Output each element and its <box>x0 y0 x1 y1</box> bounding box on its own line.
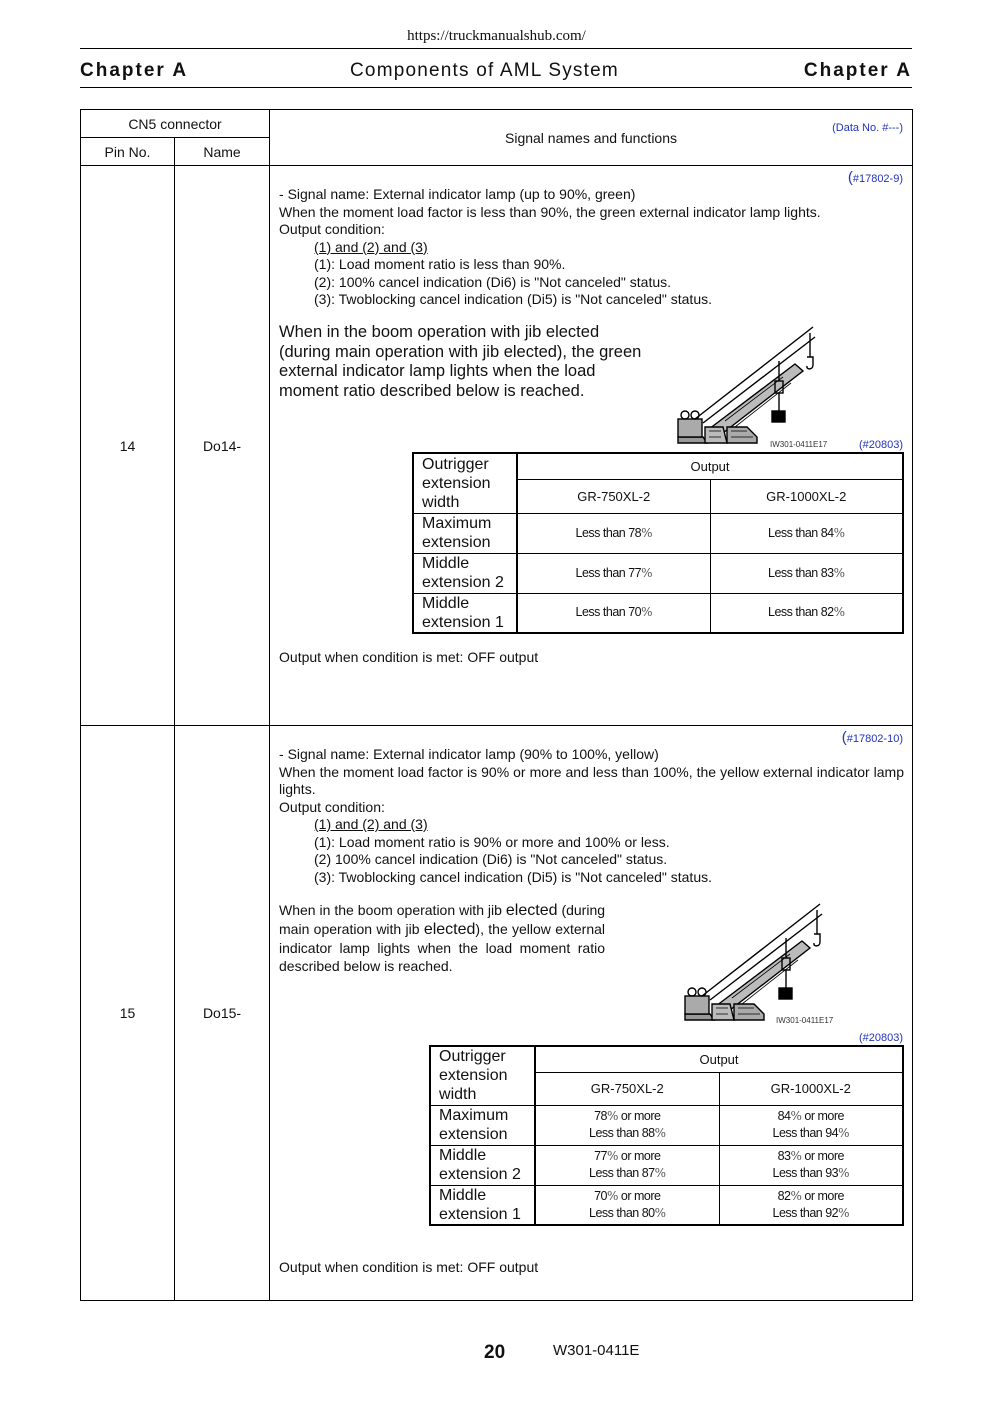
jib-note: When in the boom operation with jib elected (during main operation with jib elected), the yellow external indicator lamp lights when the load moment ratio described below is reached. <box>279 902 606 974</box>
extension-label: Middle extension 1 <box>413 593 517 633</box>
source-url[interactable]: https://truckmanualshub.com/ <box>407 28 586 44</box>
jib-note: When in the boom operation with jib elected (during main operation with jib elected), the green external indicator lamp lights when the load moment ratio described below is reached. <box>279 323 642 400</box>
extension-label: Maximum extension <box>430 1105 535 1145</box>
signal-description <box>270 726 913 1301</box>
table-row <box>430 1145 903 1185</box>
pin-number: 15 <box>81 726 175 1301</box>
signal-description <box>270 166 913 726</box>
signal-header-label: Signal names and functions <box>505 129 677 146</box>
model-gr750xl2: GR-750XL-2 <box>535 1072 719 1105</box>
table-row <box>81 726 913 1301</box>
output-value: 84% or more Less than 94% <box>719 1105 903 1145</box>
model-gr1000xl2: GR-1000XL-2 <box>719 1072 903 1105</box>
page-number: 20 <box>484 1342 506 1363</box>
signal-header <box>270 110 913 166</box>
output-condition-note: Output when condition is met: OFF output <box>279 649 539 665</box>
output-value: 77% or more Less than 87% <box>535 1145 719 1185</box>
pin-number: 14 <box>81 166 175 726</box>
header-rule-bottom <box>80 87 912 88</box>
extension-label: Middle extension 2 <box>430 1145 535 1185</box>
table-ref: (#20803) <box>858 439 903 451</box>
document-code: W301-0411E <box>553 1342 640 1359</box>
section-title: Components of AML System <box>350 60 619 81</box>
outrigger-width-label: Outrigger extension width <box>413 453 517 513</box>
output-value: Less than 77% <box>517 553 710 593</box>
name-header: Name <box>175 138 270 166</box>
output-value: Less than 82% <box>710 593 903 633</box>
figure-id: IW301-0411E17 <box>770 440 828 449</box>
chapter-label-right: Chapter A <box>803 60 912 81</box>
extension-label: Middle extension 2 <box>413 553 517 593</box>
signal-name: Do15- <box>175 726 270 1301</box>
model-gr1000xl2: GR-1000XL-2 <box>710 479 903 513</box>
outrigger-output-table <box>429 1045 904 1226</box>
output-value: Less than 84% <box>710 513 903 553</box>
output-value: 70% or more Less than 80% <box>535 1185 719 1225</box>
table-row <box>413 593 903 633</box>
table-row <box>413 513 903 553</box>
outrigger-output-table <box>412 452 904 634</box>
table-row <box>430 1105 903 1145</box>
pin-no-header: Pin No. <box>81 138 175 166</box>
extension-label: Maximum extension <box>413 513 517 553</box>
output-condition-note: Output when condition is met: OFF output <box>279 1259 539 1275</box>
crane-illustration <box>675 319 820 444</box>
header-rule-top <box>80 48 912 49</box>
output-value: 83% or more Less than 93% <box>719 1145 903 1185</box>
signal-name: Do14- <box>175 166 270 726</box>
output-value: 82% or more Less than 92% <box>719 1185 903 1225</box>
outrigger-width-label: Outrigger extension width <box>430 1046 535 1105</box>
connector-header: CN5 connector <box>81 110 270 138</box>
extension-label: Middle extension 1 <box>430 1185 535 1225</box>
output-value: 78% or more Less than 88% <box>535 1105 719 1145</box>
output-value: Less than 70% <box>517 593 710 633</box>
ref-number: (#17802-9) <box>847 169 903 186</box>
output-value: Less than 78% <box>517 513 710 553</box>
table-row <box>81 166 913 726</box>
data-number-ref: (Data No. #---) <box>832 122 903 134</box>
table-row <box>430 1185 903 1225</box>
table-ref: (#20803) <box>858 1032 903 1044</box>
figure-id: IW301-0411E17 <box>776 1016 834 1025</box>
model-gr750xl2: GR-750XL-2 <box>517 479 710 513</box>
description-text: - Signal name: External indicator lamp (up to 90%, green) When the moment load factor is less than 90%, the green external indicator lamp lights. Output condition: (1) and (2) and (3) (1): Load moment ratio is less than 90%. (2): 100% cancel indication (Di6) is "Not canceled" status. (3): Twoblocking cancel indication (Di5) is "Not canceled" status. <box>279 186 821 307</box>
table-row <box>413 553 903 593</box>
ref-number: (#17802-10) <box>841 729 903 746</box>
output-value: Less than 83% <box>710 553 903 593</box>
description-text: - Signal name: External indicator lamp (90% to 100%, yellow) When the moment load factor is 90% or more and less than 100%, the yellow external indicator lamp lights. Output condition: (1) and (2) and (3) (1): Load moment ratio is 90% or more and 100% or less. (2) 100% cancel indication (Di6) is "Not canceled" status. (3): Twoblocking cancel indication (Di5) is "Not canceled" status. <box>279 746 905 885</box>
chapter-label-left: Chapter A <box>80 60 189 81</box>
output-header: Output <box>517 453 903 479</box>
crane-illustration <box>682 896 827 1021</box>
cn5-connector-table <box>80 109 913 1301</box>
output-header: Output <box>535 1046 903 1072</box>
